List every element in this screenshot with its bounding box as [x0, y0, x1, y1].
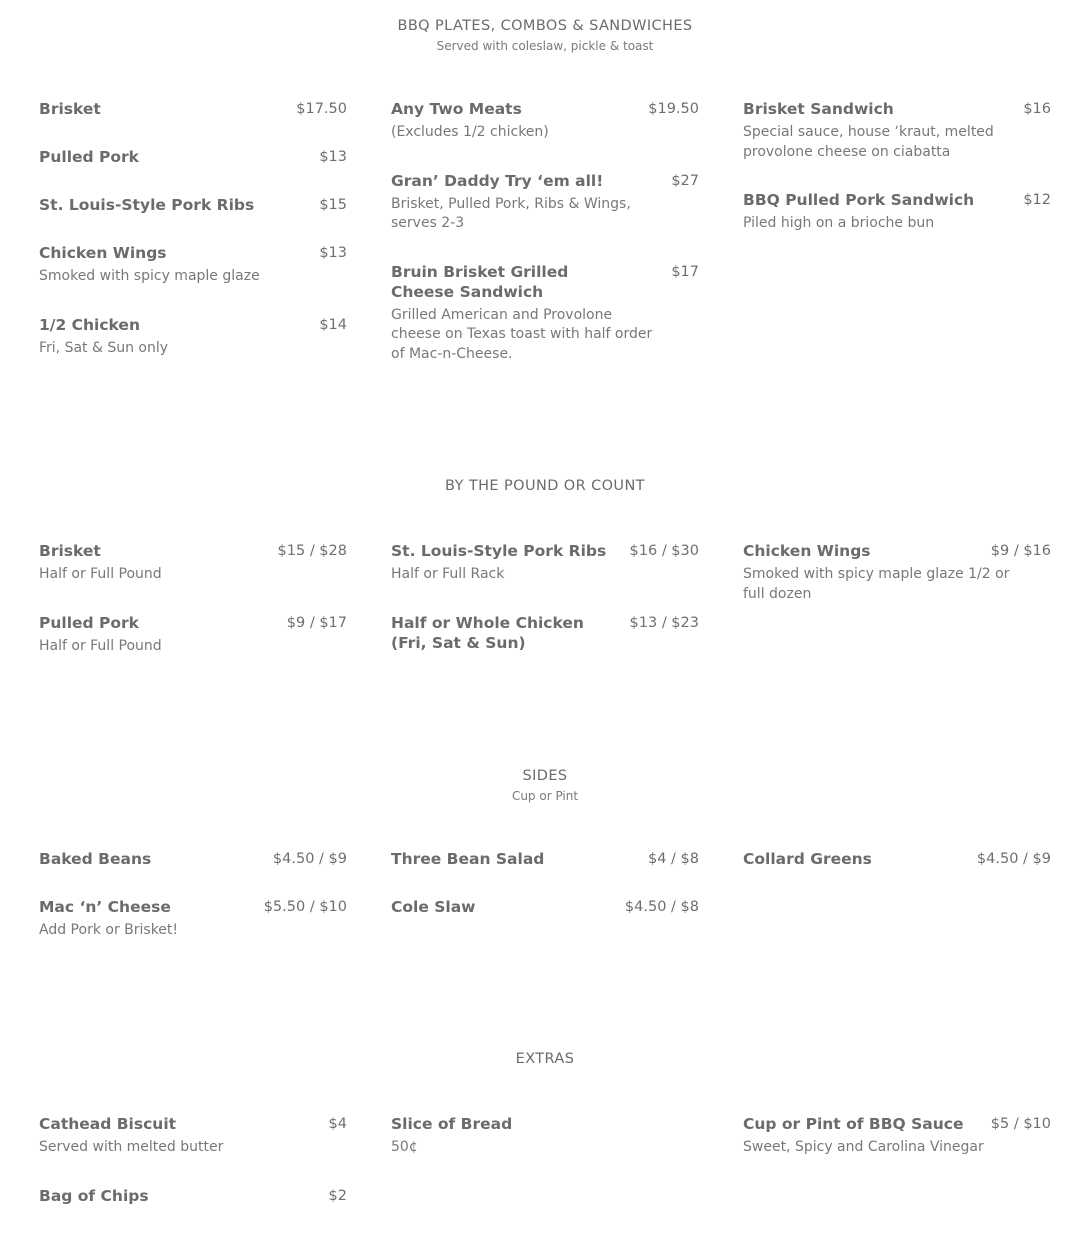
section-bbq-plates — [0, 16, 1090, 362]
section-sides — [0, 766, 1090, 938]
menu-column — [391, 541, 699, 681]
item-price: $9 / $17 — [286, 614, 347, 631]
menu-item — [39, 147, 347, 167]
section-title: EXTRAS — [515, 1051, 575, 1067]
item-price: $14 — [319, 316, 347, 333]
menu-item — [39, 613, 347, 657]
menu-item — [391, 171, 699, 234]
item-price: $15 — [319, 197, 347, 213]
menu-item — [391, 99, 699, 143]
item-description: Served with melted butter — [39, 1139, 224, 1155]
item-name: Brisket Sandwich — [743, 100, 894, 118]
menu-item — [39, 541, 347, 585]
menu-item — [39, 195, 347, 215]
menu-item — [39, 243, 347, 287]
item-name: Chicken Wings — [743, 542, 871, 560]
item-description: Smoked with spicy maple glaze 1/2 or full dozen — [743, 566, 1010, 602]
menu-item — [743, 541, 1051, 604]
item-name: Baked Beans — [39, 850, 152, 868]
item-name: Chicken Wings — [39, 244, 167, 262]
item-description: Smoked with spicy maple glaze — [39, 268, 260, 284]
item-description: 50¢ — [391, 1139, 418, 1155]
section-header — [0, 476, 1090, 496]
menu-item — [391, 613, 699, 653]
item-name: Brisket — [39, 542, 101, 560]
menu-item — [39, 1114, 347, 1158]
menu-column — [743, 99, 1051, 262]
menu-column — [743, 541, 1051, 632]
section-title: BY THE POUND OR COUNT — [445, 478, 645, 494]
item-price: $4.50 / $9 — [976, 851, 1051, 867]
menu-item — [743, 849, 1051, 869]
item-name: Pulled Pork — [39, 148, 139, 166]
section-header — [0, 16, 1090, 54]
menu-column — [39, 99, 347, 386]
item-name: Mac ‘n’ Cheese — [39, 898, 171, 916]
menu-item — [391, 541, 699, 585]
menu-item — [39, 897, 347, 941]
menu-item — [391, 1114, 699, 1158]
item-name: St. Louis-Style Pork Ribs — [391, 542, 607, 560]
menu-column — [391, 99, 699, 392]
item-price: $16 / $30 — [629, 543, 699, 559]
item-price: $12 — [1023, 192, 1051, 208]
menu-column — [391, 849, 699, 945]
menu-item — [743, 1114, 1051, 1158]
section-header — [0, 766, 1090, 804]
item-price: $2 — [328, 1187, 347, 1204]
item-price: $17.50 — [296, 101, 347, 117]
item-description: Piled high on a brioche bun — [743, 215, 935, 231]
item-price: $16 — [1023, 101, 1051, 117]
item-name: Slice of Bread — [391, 1115, 513, 1133]
section-by-the-pound — [0, 476, 1090, 654]
item-name: Brisket — [39, 100, 101, 118]
item-price: $19.50 — [648, 101, 699, 117]
section-title: SIDES — [522, 768, 568, 784]
item-name: Bag of Chips — [39, 1186, 149, 1205]
item-name: BBQ Pulled Pork Sandwich — [743, 191, 975, 209]
item-price: $15 / $28 — [277, 543, 347, 559]
item-price: $4 / $8 — [647, 851, 699, 867]
item-description: Grilled American and Provolone cheese on Texas toast with half order of Mac-n-Cheese. — [391, 306, 653, 362]
item-price: $13 — [319, 245, 347, 261]
menu-column — [39, 1114, 347, 1234]
section-subtitle: Served with coleslaw, pickle & toast — [436, 39, 654, 53]
item-price: $17 — [671, 263, 699, 280]
item-name: Pulled Pork — [39, 613, 139, 632]
menu-item — [39, 99, 347, 119]
item-name: Gran’ Daddy Try ‘em all! — [391, 171, 604, 190]
menu-item — [391, 262, 699, 365]
menu-item — [743, 190, 1051, 234]
item-name: Half or Whole Chicken (Fri, Sat & Sun) — [391, 613, 584, 652]
item-name: Collard Greens — [743, 850, 872, 868]
menu-column — [39, 849, 347, 969]
item-description: Fri, Sat & Sun only — [39, 339, 169, 356]
item-description: Half or Full Rack — [391, 566, 505, 582]
section-extras — [0, 1049, 1090, 1205]
item-description: Sweet, Spicy and Carolina Vinegar — [743, 1139, 984, 1155]
item-name: Any Two Meats — [391, 100, 522, 118]
item-price: $4 — [328, 1116, 347, 1132]
item-price: $4.50 / $9 — [272, 851, 347, 867]
item-price: $5.50 / $10 — [263, 899, 347, 915]
item-description: (Excludes 1/2 chicken) — [391, 124, 549, 140]
item-price: $9 / $16 — [990, 543, 1051, 559]
item-description: Half or Full Pound — [39, 566, 162, 582]
menu-item — [391, 897, 699, 917]
item-price: $5 / $10 — [990, 1116, 1051, 1132]
item-name: St. Louis-Style Pork Ribs — [39, 196, 255, 214]
item-description: Brisket, Pulled Pork, Ribs & Wings, serves 2-3 — [391, 195, 631, 231]
item-description: Add Pork or Brisket! — [39, 922, 179, 938]
item-name: Cup or Pint of BBQ Sauce — [743, 1115, 964, 1133]
item-name: Cathead Biscuit — [39, 1115, 177, 1133]
menu-column — [743, 1114, 1051, 1186]
item-price: $4.50 / $8 — [624, 899, 699, 915]
menu-item — [39, 1186, 347, 1206]
item-price: $13 / $23 — [629, 614, 699, 631]
item-name: Three Bean Salad — [391, 850, 545, 868]
item-name: Cole Slaw — [391, 898, 476, 916]
item-price: $27 — [671, 172, 699, 189]
item-description: Special sauce, house ‘kraut, melted provolone cheese on ciabatta — [743, 124, 994, 160]
menu-item — [39, 315, 347, 359]
menu-column — [39, 541, 347, 684]
item-price: $13 — [319, 149, 347, 165]
menu-column — [391, 1114, 699, 1186]
item-description: Half or Full Pound — [39, 637, 162, 654]
menu-item — [391, 849, 699, 869]
menu-item — [743, 99, 1051, 162]
item-name: Bruin Brisket Grilled Cheese Sandwich — [391, 262, 569, 301]
section-subtitle: Cup or Pint — [511, 789, 579, 803]
menu-item — [39, 849, 347, 869]
section-title: BBQ PLATES, COMBOS & SANDWICHES — [397, 18, 693, 34]
section-header — [0, 1049, 1090, 1069]
item-name: 1/2 Chicken — [39, 315, 140, 334]
menu-column — [743, 849, 1051, 897]
